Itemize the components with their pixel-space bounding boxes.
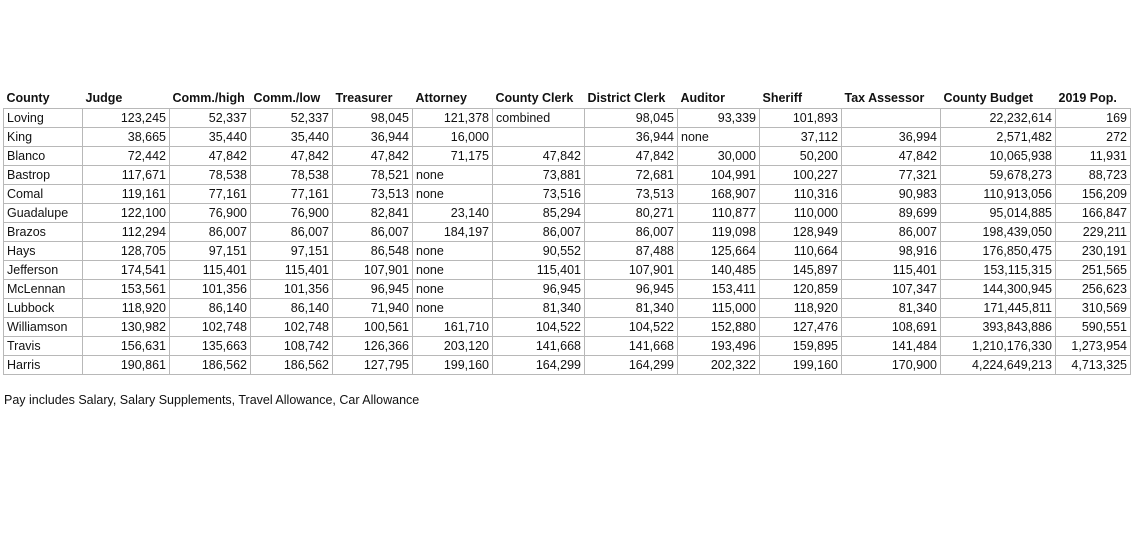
table-cell: 145,897 xyxy=(760,261,842,280)
table-cell: 4,224,649,213 xyxy=(941,356,1056,375)
county-name-cell: McLennan xyxy=(4,280,83,299)
table-cell: 86,007 xyxy=(170,223,251,242)
table-cell: 86,140 xyxy=(251,299,333,318)
table-cell: 153,411 xyxy=(678,280,760,299)
table-cell: 164,299 xyxy=(585,356,678,375)
table-row xyxy=(4,261,1131,280)
table-cell: none xyxy=(413,166,493,185)
table-cell: 86,007 xyxy=(842,223,941,242)
table-cell: 98,916 xyxy=(842,242,941,261)
table-cell: 73,516 xyxy=(493,185,585,204)
table-row xyxy=(4,299,1131,318)
table-cell: 141,668 xyxy=(585,337,678,356)
table-row xyxy=(4,128,1131,147)
table-cell: 96,945 xyxy=(493,280,585,299)
table-cell: 166,847 xyxy=(1056,204,1131,223)
table-cell: 82,841 xyxy=(333,204,413,223)
table-cell: 110,664 xyxy=(760,242,842,261)
table-cell: 86,007 xyxy=(251,223,333,242)
county-name-cell: Brazos xyxy=(4,223,83,242)
table-row xyxy=(4,147,1131,166)
table-cell: 153,561 xyxy=(83,280,170,299)
col-header-comm-high: Comm./high xyxy=(172,91,245,105)
table-cell: 199,160 xyxy=(760,356,842,375)
table-cell: 73,513 xyxy=(585,185,678,204)
salary-table xyxy=(3,88,1131,375)
salary-table-container xyxy=(3,88,1131,375)
table-cell: 100,227 xyxy=(760,166,842,185)
table-cell: 125,664 xyxy=(678,242,760,261)
table-cell: 115,401 xyxy=(493,261,585,280)
table-cell: 47,842 xyxy=(251,147,333,166)
table-cell: 115,401 xyxy=(170,261,251,280)
col-header-county-budget: County Budget xyxy=(943,91,1034,105)
table-cell: 108,742 xyxy=(251,337,333,356)
table-cell: 251,565 xyxy=(1056,261,1131,280)
table-cell: 190,861 xyxy=(83,356,170,375)
col-header-treasurer: Treasurer xyxy=(335,91,393,105)
table-cell: 144,300,945 xyxy=(941,280,1056,299)
table-cell: 86,548 xyxy=(333,242,413,261)
county-name-cell: King xyxy=(4,128,83,147)
table-cell: 30,000 xyxy=(678,147,760,166)
table-cell: 120,859 xyxy=(760,280,842,299)
table-cell: 100,561 xyxy=(333,318,413,337)
table-cell: 98,045 xyxy=(333,109,413,128)
table-cell: 272 xyxy=(1056,128,1131,147)
county-name-cell: Lubbock xyxy=(4,299,83,318)
table-cell: 193,496 xyxy=(678,337,760,356)
table-cell: 1,273,954 xyxy=(1056,337,1131,356)
table-cell: 47,842 xyxy=(493,147,585,166)
table-cell: 104,522 xyxy=(585,318,678,337)
table-cell: 97,151 xyxy=(170,242,251,261)
table-cell: 77,321 xyxy=(842,166,941,185)
col-header-tax-assessor: Tax Assessor xyxy=(844,91,925,105)
table-cell: 152,880 xyxy=(678,318,760,337)
table-cell: 159,895 xyxy=(760,337,842,356)
table-cell: 230,191 xyxy=(1056,242,1131,261)
table-cell: 393,843,886 xyxy=(941,318,1056,337)
table-cell: 156,631 xyxy=(83,337,170,356)
table-cell: 202,322 xyxy=(678,356,760,375)
table-cell: 115,000 xyxy=(678,299,760,318)
table-cell: 50,200 xyxy=(760,147,842,166)
table-row xyxy=(4,280,1131,299)
table-cell: 77,161 xyxy=(170,185,251,204)
table-cell: 36,944 xyxy=(333,128,413,147)
table-cell: 76,900 xyxy=(251,204,333,223)
table-row xyxy=(4,109,1131,128)
table-cell: 77,161 xyxy=(251,185,333,204)
table-cell: 73,513 xyxy=(333,185,413,204)
table-cell: 118,920 xyxy=(83,299,170,318)
table-cell: 71,940 xyxy=(333,299,413,318)
table-cell: 174,541 xyxy=(83,261,170,280)
table-cell: 135,663 xyxy=(170,337,251,356)
table-cell: 121,378 xyxy=(413,109,493,128)
col-header-district-clerk: District Clerk xyxy=(587,91,666,105)
table-cell: 169 xyxy=(1056,109,1131,128)
table-cell: 101,356 xyxy=(170,280,251,299)
table-cell: 110,877 xyxy=(678,204,760,223)
table-cell: 102,748 xyxy=(251,318,333,337)
table-cell: 122,100 xyxy=(83,204,170,223)
table-cell: 47,842 xyxy=(170,147,251,166)
table-cell: 35,440 xyxy=(251,128,333,147)
table-row xyxy=(4,318,1131,337)
table-cell: 2,571,482 xyxy=(941,128,1056,147)
table-cell: 107,901 xyxy=(585,261,678,280)
table-cell: 52,337 xyxy=(170,109,251,128)
table-cell: 87,488 xyxy=(585,242,678,261)
table-cell: 119,098 xyxy=(678,223,760,242)
table-cell: 102,748 xyxy=(170,318,251,337)
table-cell: 101,356 xyxy=(251,280,333,299)
table-cell: 108,691 xyxy=(842,318,941,337)
table-cell: 117,671 xyxy=(83,166,170,185)
table-cell: 72,442 xyxy=(83,147,170,166)
table-cell: 186,562 xyxy=(251,356,333,375)
table-cell: 110,913,056 xyxy=(941,185,1056,204)
table-cell: 96,945 xyxy=(333,280,413,299)
table-cell: 95,014,885 xyxy=(941,204,1056,223)
table-cell: 86,007 xyxy=(333,223,413,242)
table-cell: 88,723 xyxy=(1056,166,1131,185)
table-cell: 115,401 xyxy=(842,261,941,280)
col-header-population: 2019 Pop. xyxy=(1058,91,1117,105)
table-cell: 153,115,315 xyxy=(941,261,1056,280)
table-cell: 86,007 xyxy=(585,223,678,242)
table-cell: 156,209 xyxy=(1056,185,1131,204)
table-cell: 89,699 xyxy=(842,204,941,223)
table-cell: 11,931 xyxy=(1056,147,1131,166)
table-body xyxy=(4,109,1131,375)
table-cell: 78,538 xyxy=(170,166,251,185)
table-cell: none xyxy=(413,261,493,280)
col-header-auditor: Auditor xyxy=(680,91,725,105)
table-cell: 119,161 xyxy=(83,185,170,204)
table-cell: 161,710 xyxy=(413,318,493,337)
table-cell: 97,151 xyxy=(251,242,333,261)
table-cell: 104,522 xyxy=(493,318,585,337)
table-cell: 104,991 xyxy=(678,166,760,185)
table-cell: 80,271 xyxy=(585,204,678,223)
table-cell: 47,842 xyxy=(333,147,413,166)
table-cell: 52,337 xyxy=(251,109,333,128)
table-cell: 126,366 xyxy=(333,337,413,356)
table-cell: 23,140 xyxy=(413,204,493,223)
table-cell: 22,232,614 xyxy=(941,109,1056,128)
table-cell: 141,668 xyxy=(493,337,585,356)
table-cell: 203,120 xyxy=(413,337,493,356)
county-name-cell: Williamson xyxy=(4,318,83,337)
table-cell: 93,339 xyxy=(678,109,760,128)
table-row xyxy=(4,242,1131,261)
table-cell: 4,713,325 xyxy=(1056,356,1131,375)
col-header-attorney: Attorney xyxy=(415,91,467,105)
table-cell: 112,294 xyxy=(83,223,170,242)
county-name-cell: Travis xyxy=(4,337,83,356)
col-header-county-clerk: County Clerk xyxy=(495,91,574,105)
table-cell: 10,065,938 xyxy=(941,147,1056,166)
table-cell: 229,211 xyxy=(1056,223,1131,242)
table-cell: 110,000 xyxy=(760,204,842,223)
table-cell: 176,850,475 xyxy=(941,242,1056,261)
table-cell: 71,175 xyxy=(413,147,493,166)
table-cell: 37,112 xyxy=(760,128,842,147)
table-cell: 171,445,811 xyxy=(941,299,1056,318)
table-cell: 186,562 xyxy=(170,356,251,375)
table-cell: 73,881 xyxy=(493,166,585,185)
table-cell: 78,538 xyxy=(251,166,333,185)
table-cell: 310,569 xyxy=(1056,299,1131,318)
table-cell: 107,901 xyxy=(333,261,413,280)
table-cell: 36,944 xyxy=(585,128,678,147)
table-cell: 38,665 xyxy=(83,128,170,147)
table-cell: 199,160 xyxy=(413,356,493,375)
table-cell: 127,476 xyxy=(760,318,842,337)
county-name-cell: Jefferson xyxy=(4,261,83,280)
table-cell: 78,521 xyxy=(333,166,413,185)
col-header-sheriff: Sheriff xyxy=(762,91,803,105)
table-cell: none xyxy=(678,128,760,147)
table-cell: 85,294 xyxy=(493,204,585,223)
table-cell: 101,893 xyxy=(760,109,842,128)
header-row xyxy=(4,88,1131,109)
table-cell: none xyxy=(413,185,493,204)
county-name-cell: Blanco xyxy=(4,147,83,166)
table-cell: 184,197 xyxy=(413,223,493,242)
table-cell: 115,401 xyxy=(251,261,333,280)
table-cell: 256,623 xyxy=(1056,280,1131,299)
table-cell: none xyxy=(413,280,493,299)
table-cell: 47,842 xyxy=(585,147,678,166)
table-cell: 90,983 xyxy=(842,185,941,204)
table-cell: 141,484 xyxy=(842,337,941,356)
table-cell: 86,007 xyxy=(493,223,585,242)
table-cell: 130,982 xyxy=(83,318,170,337)
col-header-judge: Judge xyxy=(85,91,123,105)
county-name-cell: Harris xyxy=(4,356,83,375)
table-cell: 110,316 xyxy=(760,185,842,204)
table-cell xyxy=(842,109,941,128)
table-cell: 127,795 xyxy=(333,356,413,375)
county-name-cell: Loving xyxy=(4,109,83,128)
table-cell: 96,945 xyxy=(585,280,678,299)
table-cell: none xyxy=(413,299,493,318)
table-cell: none xyxy=(413,242,493,261)
table-cell: 168,907 xyxy=(678,185,760,204)
table-cell: 59,678,273 xyxy=(941,166,1056,185)
table-row xyxy=(4,356,1131,375)
table-cell: 72,681 xyxy=(585,166,678,185)
table-cell: 81,340 xyxy=(842,299,941,318)
table-cell: 140,485 xyxy=(678,261,760,280)
table-cell: 128,705 xyxy=(83,242,170,261)
table-row xyxy=(4,185,1131,204)
table-cell: 16,000 xyxy=(413,128,493,147)
table-row xyxy=(4,337,1131,356)
table-cell: 76,900 xyxy=(170,204,251,223)
table-cell: 123,245 xyxy=(83,109,170,128)
county-name-cell: Bastrop xyxy=(4,166,83,185)
table-cell: 81,340 xyxy=(585,299,678,318)
col-header-county: County xyxy=(6,91,50,105)
table-cell: 81,340 xyxy=(493,299,585,318)
table-cell: 590,551 xyxy=(1056,318,1131,337)
table-cell: 1,210,176,330 xyxy=(941,337,1056,356)
footnote: Pay includes Salary, Salary Supplements, Travel Allowance, Car Allowance xyxy=(4,393,420,407)
table-cell: 47,842 xyxy=(842,147,941,166)
table-cell: 128,949 xyxy=(760,223,842,242)
table-cell: 107,347 xyxy=(842,280,941,299)
table-cell xyxy=(493,128,585,147)
table-cell: 198,439,050 xyxy=(941,223,1056,242)
table-cell: 35,440 xyxy=(170,128,251,147)
county-name-cell: Comal xyxy=(4,185,83,204)
table-row xyxy=(4,204,1131,223)
table-cell: 90,552 xyxy=(493,242,585,261)
table-cell: 164,299 xyxy=(493,356,585,375)
table-cell: 86,140 xyxy=(170,299,251,318)
table-cell: 118,920 xyxy=(760,299,842,318)
county-name-cell: Guadalupe xyxy=(4,204,83,223)
table-cell: 170,900 xyxy=(842,356,941,375)
table-cell: 36,994 xyxy=(842,128,941,147)
table-row xyxy=(4,223,1131,242)
table-cell: 98,045 xyxy=(585,109,678,128)
county-name-cell: Hays xyxy=(4,242,83,261)
table-row xyxy=(4,166,1131,185)
table-cell: combined xyxy=(493,109,585,128)
col-header-comm-low: Comm./low xyxy=(253,91,321,105)
